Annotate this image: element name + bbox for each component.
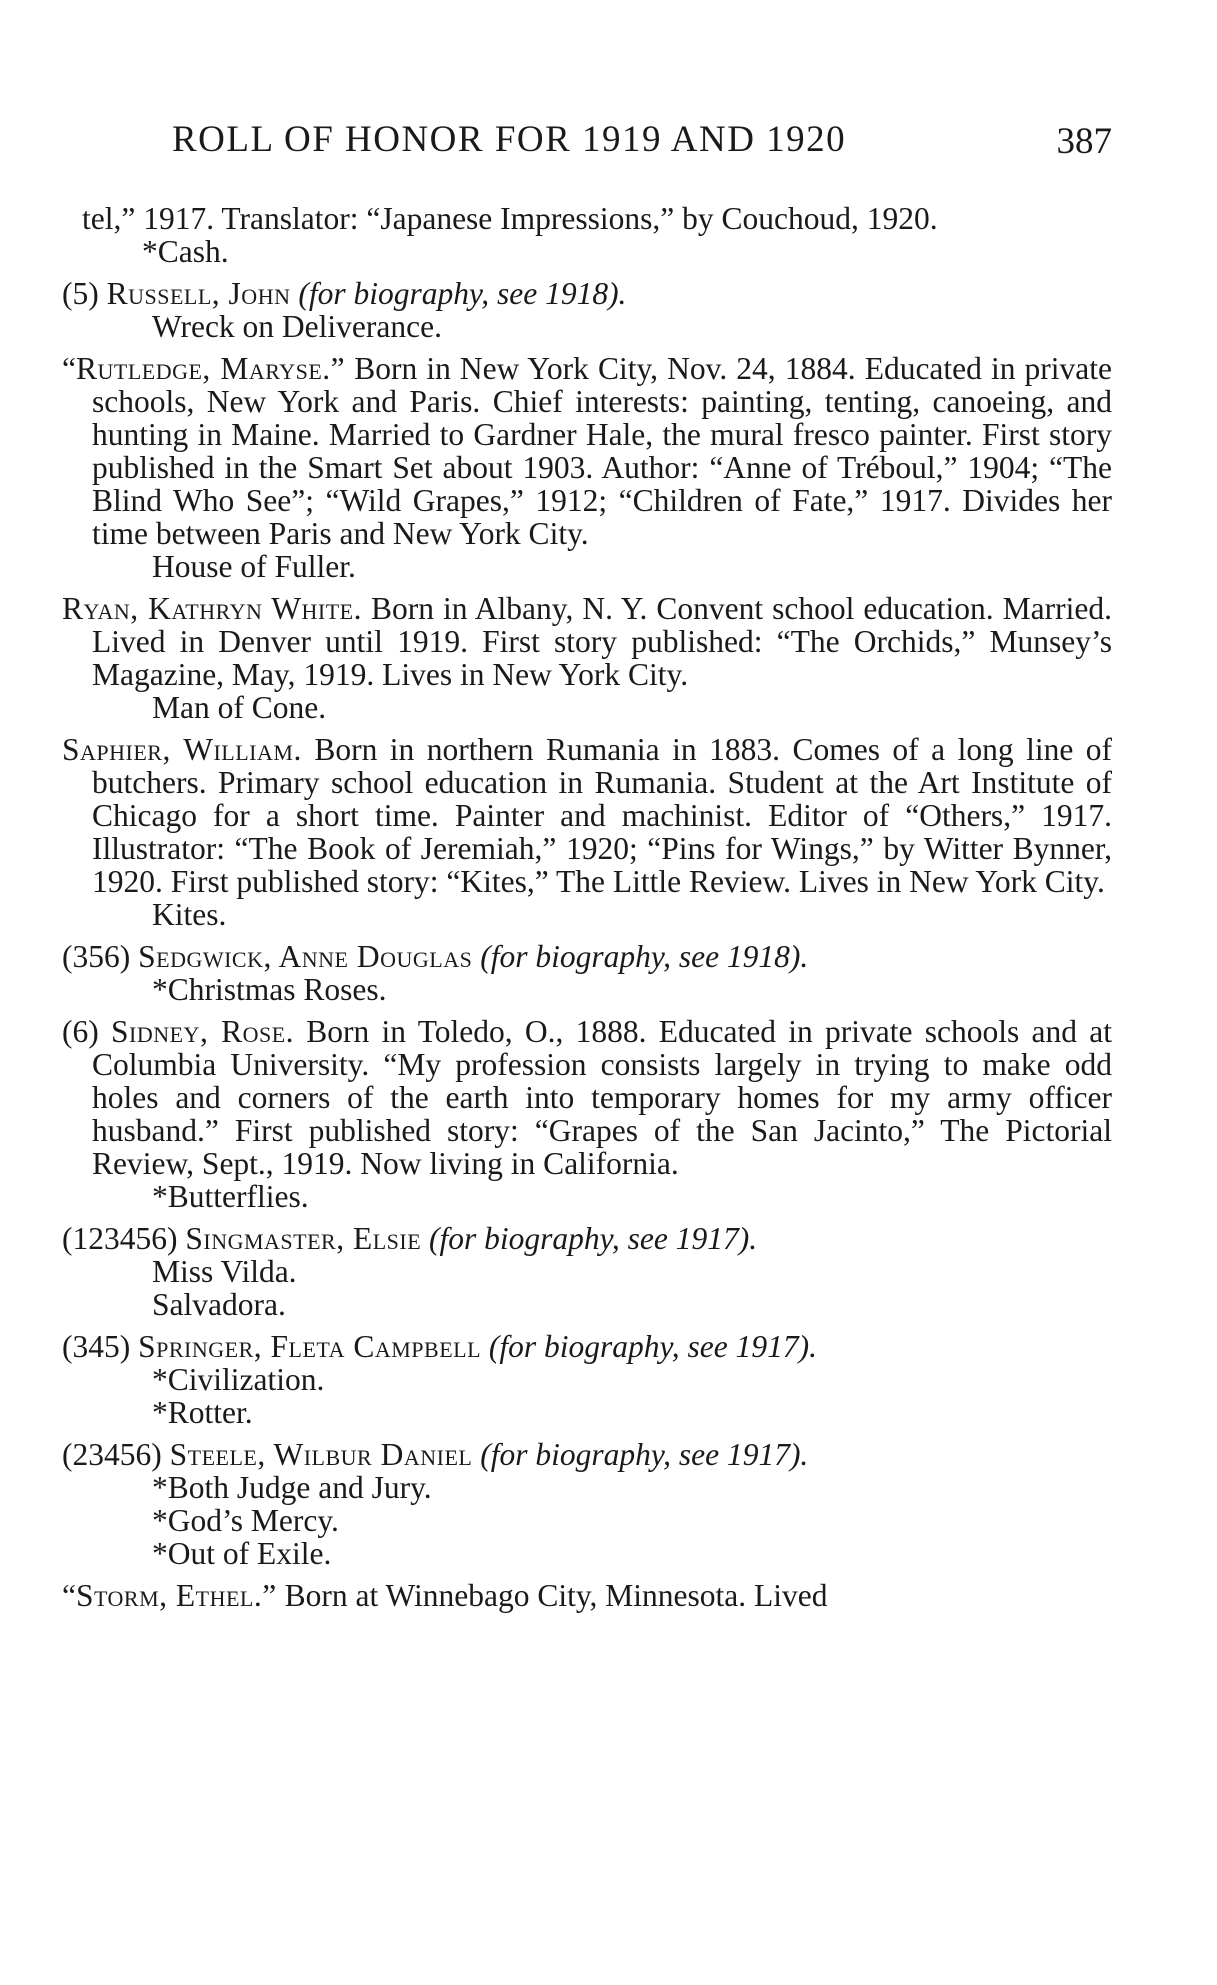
entry-sedgwick <box>62 940 1112 1006</box>
biography-reference: (for biography, see 1917). <box>429 1221 758 1256</box>
author-name: Sedgwick, Anne Douglas <box>138 939 473 974</box>
entry-ryan <box>62 592 1112 724</box>
entry-marker: “ <box>62 1578 76 1613</box>
entry-text: Born at Winnebago City, Minnesota. Lived <box>276 1578 828 1613</box>
entry-text: Born in northern Rumania in 1883. Comes of a long line of butchers. Primary school education in Rumania. Student at the Art Institute of Chicago for a short time. Painter and machinist. Editor of “Others,” 1917. Illustrator: “The Book of Jeremiah,” 1920; “Pins for Wings,” by Witter Bynner, 1920. First published story: “Kites,” The Little Review. Lives in New York City. <box>92 732 1113 899</box>
author-name: Sidney, Rose. <box>111 1014 295 1049</box>
author-name: Steele, Wilbur Daniel <box>169 1437 473 1472</box>
author-name: Rutledge, Maryse.” <box>75 351 346 386</box>
author-name: Ryan, Kathryn White. <box>62 591 362 626</box>
story-title: Salvadora. <box>152 1287 286 1322</box>
running-title: ROLL OF HONOR FOR 1919 AND 1920 <box>172 119 847 160</box>
page-number: 387 <box>1056 121 1112 162</box>
entry-rutledge <box>62 352 1112 583</box>
entry-springer <box>62 1330 1112 1429</box>
author-name: Russell, John <box>106 276 291 311</box>
biography-reference: (for biography, see 1918). <box>298 276 627 311</box>
entry-sidney <box>62 1015 1112 1213</box>
entry-marker: (356) <box>62 939 139 974</box>
entry-saphier <box>62 733 1112 931</box>
story-title: Man of Cone. <box>152 690 327 725</box>
entry-continued <box>62 202 1112 268</box>
entry-text: Born in Toledo, O., 1888. Educated in private schools and at Columbia University. “My profession consists largely in trying to make odd holes and corners of the earth into temporary homes for my army officer husband.” First published story: “Grapes of the San Jacinto,” The Pictorial Review, Sept., 1919. Now living in California. <box>92 1014 1112 1181</box>
story-title: *Civilization. <box>152 1362 325 1397</box>
roll-of-honor-list <box>62 202 1112 1621</box>
entry-marker: (5) <box>62 276 107 311</box>
story-title: Kites. <box>152 897 227 932</box>
biography-reference: (for biography, see 1917). <box>480 1437 809 1472</box>
entry-singmaster <box>62 1222 1112 1321</box>
biography-reference: (for biography, see 1918). <box>480 939 809 974</box>
story-title: *Rotter. <box>152 1395 253 1430</box>
entry-text: Born in New York City, Nov. 24, 1884. Educated in private schools, New York and Paris. Chief interests: painting, tenting, canoeing, and hunting in Maine. Married to Gardner Hale, the mural fresco painter. First story published in the Smart Set about 1903. Author: “Anne of Tréboul,” 1904; “The Blind Who See”; “Wild Grapes,” 1912; “Children of Fate,” 1917. Divides her time between Paris and New York City. <box>92 351 1113 551</box>
entry-marker: (123456) <box>62 1221 186 1256</box>
story-title: *Out of Exile. <box>152 1536 332 1571</box>
biography-reference: (for biography, see 1917). <box>488 1329 817 1364</box>
running-header <box>62 118 1112 168</box>
entry-marker: “ <box>62 351 76 386</box>
story-title: *Cash. <box>142 234 229 269</box>
author-name: Storm, Ethel.” <box>75 1578 277 1613</box>
entry-steele <box>62 1438 1112 1570</box>
story-title: *Both Judge and Jury. <box>152 1470 432 1505</box>
story-title: *Butterflies. <box>152 1179 309 1214</box>
entry-marker: (23456) <box>62 1437 170 1472</box>
story-title: House of Fuller. <box>152 549 356 584</box>
entry-storm <box>62 1579 1112 1612</box>
story-title: *Christmas Roses. <box>152 972 387 1007</box>
entry-marker: (6) <box>62 1014 111 1049</box>
author-name: Springer, Fleta Campbell <box>138 1329 482 1364</box>
entry-marker: (345) <box>62 1329 139 1364</box>
entry-text: Born in Albany, N. Y. Convent school education. Married. Lived in Denver until 1919. First story published: “The Orchids,” Munsey’s Magazine, May, 1919. Lives in New York City. <box>92 591 1112 692</box>
author-name: Saphier, William. <box>62 732 302 767</box>
story-title: Miss Vilda. <box>152 1254 297 1289</box>
author-name: Singmaster, Elsie <box>185 1221 422 1256</box>
entry-russell <box>62 277 1112 343</box>
story-title: *God’s Mercy. <box>152 1503 339 1538</box>
entry-text: tel,” 1917. Translator: “Japanese Impressions,” by Couchoud, 1920. <box>82 201 938 236</box>
story-title: Wreck on Deliverance. <box>152 309 442 344</box>
